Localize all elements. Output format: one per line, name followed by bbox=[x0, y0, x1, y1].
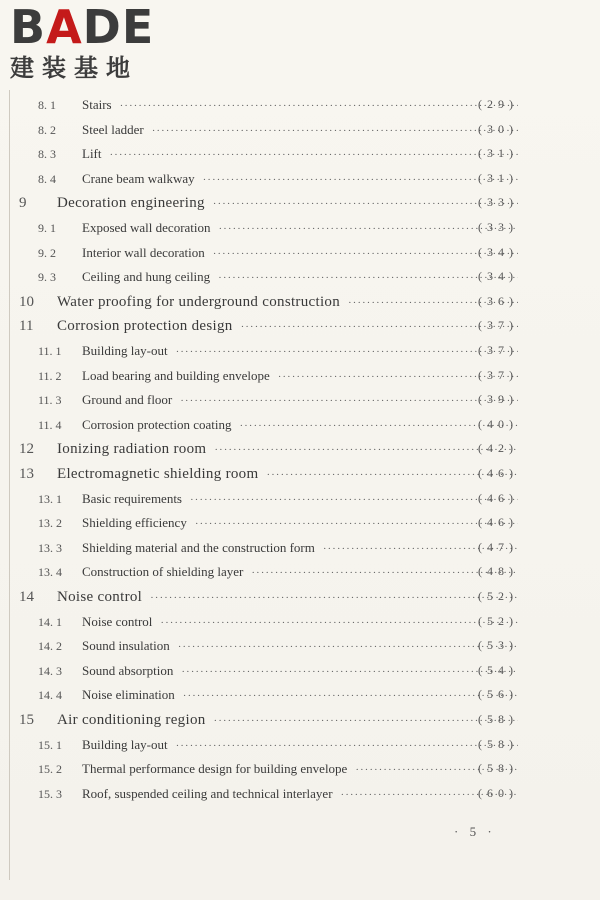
toc-section-row bbox=[0, 97, 600, 121]
toc-title: Water proofing for underground construction bbox=[57, 293, 341, 310]
toc-title: Exposed wall decoration bbox=[82, 220, 211, 235]
toc-number: 15. 2 bbox=[38, 762, 62, 777]
toc-page-number: (56) bbox=[478, 687, 518, 702]
toc-page-number: (33) bbox=[478, 195, 518, 210]
toc-number: 8. 1 bbox=[38, 98, 56, 112]
toc-number: 14. 2 bbox=[38, 639, 62, 654]
toc-leader-dots bbox=[120, 100, 518, 112]
toc-chapter-row bbox=[0, 318, 600, 342]
logo-letter-a: A bbox=[46, 0, 83, 54]
toc-section-row bbox=[0, 343, 600, 367]
toc-page-number: (58) bbox=[478, 761, 518, 776]
toc-chapter-row bbox=[0, 195, 600, 219]
toc-page-number: (58) bbox=[478, 736, 518, 751]
toc-title: Thermal performance design for building envelope bbox=[82, 761, 348, 777]
toc-leader-dots bbox=[214, 715, 518, 727]
toc-section-row bbox=[0, 761, 600, 785]
toc-title: Shielding efficiency bbox=[82, 515, 187, 531]
toc-section-row bbox=[0, 687, 600, 711]
toc-page-number: (48) bbox=[478, 564, 518, 579]
toc-title: Decoration engineering bbox=[57, 195, 205, 212]
toc-number: 10 bbox=[19, 293, 34, 310]
toc-section-row bbox=[0, 122, 600, 146]
toc-page-number: (31) bbox=[478, 146, 518, 161]
toc-number: 15 bbox=[19, 712, 34, 728]
toc-title: Ceiling and hung ceiling bbox=[82, 269, 211, 285]
toc-page-number: (46) bbox=[478, 490, 518, 505]
toc-number: 12 bbox=[19, 441, 34, 458]
toc-page-number: (37) bbox=[478, 367, 518, 382]
toc-section-row bbox=[0, 245, 600, 269]
toc-title: Air conditioning region bbox=[57, 712, 206, 728]
toc-number: 9. 1 bbox=[38, 221, 56, 235]
toc-page-number: (47) bbox=[478, 539, 518, 554]
toc-number: 9 bbox=[19, 195, 27, 212]
page-number: · 5 · bbox=[454, 824, 496, 839]
toc-leader-dots bbox=[176, 346, 518, 358]
toc-page-number: (52) bbox=[478, 589, 518, 603]
toc-title: Sound absorption bbox=[82, 662, 174, 678]
toc-page-number: (36) bbox=[478, 293, 518, 308]
toc-section-row bbox=[0, 171, 600, 195]
toc-section-row bbox=[0, 491, 600, 515]
toc-title: Lift bbox=[82, 146, 102, 162]
toc-leader-dots bbox=[183, 690, 518, 702]
toc-title: Basic requirements bbox=[82, 490, 182, 506]
toc-number: 13. 2 bbox=[38, 516, 62, 531]
toc-section-row bbox=[0, 392, 600, 416]
toc-number: 13. 3 bbox=[38, 540, 62, 555]
toc-leader-dots bbox=[214, 444, 518, 456]
toc-leader-dots bbox=[241, 321, 518, 333]
toc-section-row bbox=[0, 638, 600, 662]
toc-page-number: (54) bbox=[478, 662, 518, 677]
toc-number: 14. 4 bbox=[38, 688, 62, 703]
toc-title: Construction of shielding layer bbox=[82, 564, 244, 580]
toc-page-number: (40) bbox=[478, 416, 518, 431]
toc-page-number: (37) bbox=[478, 318, 518, 333]
toc-leader-dots bbox=[219, 223, 518, 235]
toc-title: Interior wall decoration bbox=[82, 244, 205, 260]
toc-number: 9. 2 bbox=[38, 245, 56, 260]
toc-leader-dots bbox=[239, 420, 518, 432]
toc-page-number: (29) bbox=[478, 97, 518, 111]
toc-number: 8. 3 bbox=[38, 147, 56, 162]
toc-number: 11. 1 bbox=[38, 344, 62, 358]
logo-wordmark bbox=[10, 0, 155, 54]
toc-page-number: (60) bbox=[478, 785, 518, 800]
toc-title: Noise elimination bbox=[82, 687, 175, 703]
toc-page-number: (37) bbox=[478, 343, 518, 357]
toc-leader-dots bbox=[195, 518, 518, 530]
toc-title: Ground and floor bbox=[82, 392, 173, 408]
toc-page-number: (52) bbox=[478, 613, 518, 628]
toc-title: Shielding material and the construction form bbox=[82, 539, 315, 555]
toc-leader-dots bbox=[181, 666, 518, 678]
toc-leader-dots bbox=[213, 198, 518, 210]
toc-number: 15. 1 bbox=[38, 737, 62, 752]
toc-page-number: (42) bbox=[478, 441, 518, 456]
toc-title: Load bearing and building envelope bbox=[82, 367, 270, 383]
toc-title: Sound insulation bbox=[82, 638, 170, 654]
toc-section-row bbox=[0, 146, 600, 170]
toc-section-row bbox=[0, 663, 600, 687]
toc-title: Noise control bbox=[82, 613, 153, 629]
toc-title: Building lay-out bbox=[82, 736, 168, 752]
toc-number: 13. 1 bbox=[38, 491, 62, 506]
toc-leader-dots bbox=[152, 125, 518, 137]
toc-title: Crane beam walkway bbox=[82, 170, 195, 186]
toc-title: Roof, suspended ceiling and technical interlayer bbox=[82, 785, 333, 801]
toc-section-row bbox=[0, 515, 600, 539]
toc-number: 11. 2 bbox=[38, 368, 62, 383]
toc-number: 13. 4 bbox=[38, 565, 62, 580]
toc-chapter-row bbox=[0, 712, 600, 736]
toc-title: Noise control bbox=[57, 589, 143, 605]
toc-section-row bbox=[0, 540, 600, 564]
toc-title: Electromagnetic shielding room bbox=[57, 466, 259, 482]
toc-section-row bbox=[0, 786, 600, 810]
toc-chapter-row bbox=[0, 466, 600, 490]
bade-logo bbox=[10, 0, 180, 84]
toc-page-number: (31) bbox=[478, 170, 518, 185]
toc-number: 14. 1 bbox=[38, 614, 62, 629]
toc-leader-dots bbox=[160, 617, 518, 629]
toc-leader-dots bbox=[176, 740, 518, 752]
toc-title: Corrosion protection coating bbox=[82, 416, 232, 432]
logo-chinese-text: 建装基地 bbox=[10, 54, 138, 82]
toc-chapter-row bbox=[0, 589, 600, 613]
toc-leader-dots bbox=[178, 641, 518, 653]
toc-section-row bbox=[0, 269, 600, 293]
toc-leader-dots bbox=[203, 174, 518, 186]
toc-title: Building lay-out bbox=[82, 343, 168, 358]
toc-title: Stairs bbox=[82, 97, 112, 112]
toc-page-number: (34) bbox=[478, 244, 518, 259]
toc-page-number: (58) bbox=[478, 712, 518, 726]
logo-letter-b: B bbox=[10, 0, 47, 54]
toc-leader-dots bbox=[150, 592, 518, 604]
toc-chapter-row bbox=[0, 294, 600, 318]
toc-page-number: (39) bbox=[478, 392, 518, 407]
toc-number: 15. 3 bbox=[38, 786, 62, 801]
toc-number: 14 bbox=[19, 589, 34, 605]
toc-leader-dots bbox=[213, 248, 518, 260]
toc-title: Corrosion protection design bbox=[57, 318, 233, 335]
toc-section-row bbox=[0, 220, 600, 244]
toc-section-row bbox=[0, 368, 600, 392]
toc-leader-dots bbox=[218, 272, 518, 284]
toc-section-row bbox=[0, 417, 600, 441]
toc-page-number: (30) bbox=[478, 121, 518, 136]
toc-number: 11 bbox=[19, 318, 34, 335]
toc-page-number: (46) bbox=[478, 515, 518, 530]
toc-number: 11. 3 bbox=[38, 393, 62, 408]
toc-leader-dots bbox=[180, 395, 518, 407]
toc-number: 11. 4 bbox=[38, 417, 62, 432]
toc-leader-dots bbox=[190, 494, 518, 506]
toc-page-number: (34) bbox=[478, 269, 518, 284]
toc-number: 13 bbox=[19, 466, 34, 482]
toc-page-number: (33) bbox=[478, 220, 518, 234]
logo-letters-de: DE bbox=[82, 0, 155, 54]
toc-section-row bbox=[0, 564, 600, 588]
toc-chapter-row bbox=[0, 441, 600, 465]
toc-page-number: (46) bbox=[478, 466, 518, 480]
toc-section-row bbox=[0, 614, 600, 638]
toc-number: 8. 2 bbox=[38, 122, 56, 137]
toc-title: Steel ladder bbox=[82, 121, 144, 137]
toc-number: 14. 3 bbox=[38, 663, 62, 678]
toc-leader-dots bbox=[110, 149, 519, 161]
toc-title: Ionizing radiation room bbox=[57, 441, 207, 458]
toc-page-number: (53) bbox=[478, 638, 518, 653]
toc-section-row bbox=[0, 737, 600, 761]
toc-number: 8. 4 bbox=[38, 171, 56, 186]
toc-number: 9. 3 bbox=[38, 270, 56, 285]
